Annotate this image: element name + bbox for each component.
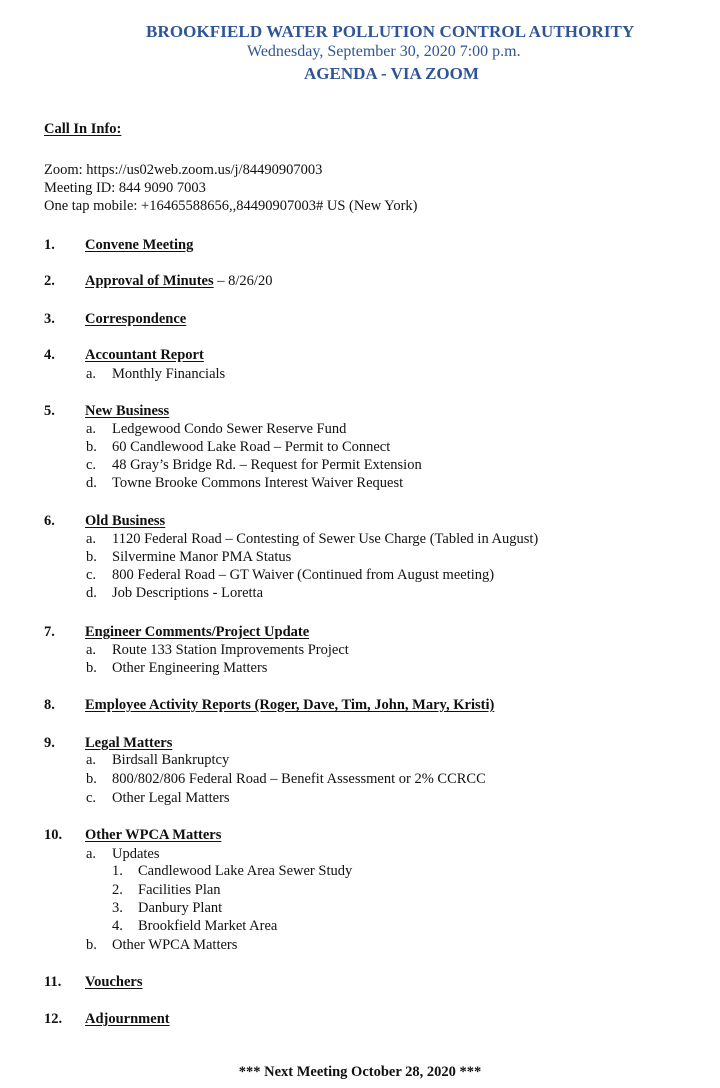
agenda-number: 4. [44, 347, 55, 363]
list-marker: b. [86, 439, 97, 455]
agenda-item-legal [85, 735, 172, 752]
agenda-item-adjournment [85, 1011, 170, 1028]
list-marker: b. [86, 549, 97, 565]
agenda-item-employee-reports [85, 697, 494, 714]
list-marker: 2. [112, 882, 123, 898]
list-item-text: Monthly Financials [112, 366, 226, 382]
agenda-subtitle: AGENDA - VIA ZOOM [304, 64, 479, 83]
agenda-item-old-business [85, 513, 165, 530]
agenda-number: 1. [44, 237, 55, 253]
agenda-number: 12. [44, 1011, 63, 1027]
list-item-text: Birdsall Bankruptcy [112, 752, 230, 768]
list-item-text: 800/802/806 Federal Road – Benefit Assessment or 2% CCRCC [112, 771, 486, 787]
agenda-number: 5. [44, 403, 55, 419]
agenda-number: 8. [44, 697, 55, 713]
list-marker: d. [86, 585, 97, 601]
agenda-title: Other WPCA Matters [85, 827, 222, 843]
list-item-text: Silvermine Manor PMA Status [112, 549, 292, 565]
agenda-title: Correspondence [85, 311, 187, 327]
agenda-number: 6. [44, 513, 55, 529]
list-item [86, 549, 291, 566]
list-item-text: 1120 Federal Road – Contesting of Sewer Use Charge (Tabled in August) [112, 531, 539, 547]
list-marker: b. [86, 660, 97, 676]
list-marker: b. [86, 937, 97, 953]
meeting-id: Meeting ID: 844 9090 7003 [44, 180, 206, 196]
list-item [86, 771, 486, 788]
agenda-item-wpca [85, 827, 221, 844]
agenda-number: 7. [44, 624, 55, 640]
list-item [112, 918, 277, 935]
agenda-item-engineer [85, 624, 309, 641]
list-marker: b. [86, 771, 97, 787]
agenda-item-convene [85, 237, 193, 254]
list-item-text: 800 Federal Road – GT Waiver (Continued from August meeting) [112, 567, 495, 583]
authority-title: BROOKFIELD WATER POLLUTION CONTROL AUTHORITY [146, 22, 635, 41]
agenda-suffix: – 8/26/20 [213, 273, 273, 289]
list-item [86, 421, 346, 438]
list-item-text: Other WPCA Matters [112, 937, 238, 953]
agenda-title: Legal Matters [85, 735, 173, 751]
list-item-text: Candlewood Lake Area Sewer Study [138, 863, 353, 879]
list-item [112, 882, 221, 899]
list-item [86, 531, 538, 548]
agenda-number: 3. [44, 311, 55, 327]
agenda-title: Convene Meeting [85, 237, 194, 253]
agenda-item-new-business [85, 403, 169, 420]
list-item [86, 475, 403, 492]
list-item [86, 790, 230, 807]
list-item-text: 60 Candlewood Lake Road – Permit to Connect [112, 439, 391, 455]
list-item [112, 900, 222, 917]
list-item-text: Danbury Plant [138, 900, 223, 916]
list-marker: d. [86, 475, 97, 491]
meeting-date: Wednesday, September 30, 2020 7:00 p.m. [247, 43, 521, 60]
list-marker: 1. [112, 863, 123, 879]
list-marker: a. [86, 366, 97, 382]
next-meeting-note: *** Next Meeting October 28, 2020 *** [238, 1064, 482, 1080]
list-item-text: Ledgewood Condo Sewer Reserve Fund [112, 421, 347, 437]
call-in-heading: Call In Info: [44, 121, 122, 137]
agenda-title: Vouchers [85, 974, 143, 990]
list-item [86, 937, 237, 954]
agenda-title: Adjournment [85, 1011, 170, 1027]
agenda-item-minutes [85, 273, 272, 290]
list-marker: a. [86, 642, 97, 658]
list-item [86, 642, 349, 659]
list-marker: a. [86, 752, 97, 768]
agenda-number: 10. [44, 827, 63, 843]
list-item [86, 585, 263, 602]
list-item [112, 863, 352, 880]
agenda-title: Approval of Minutes [85, 273, 214, 289]
agenda-item-correspondence [85, 311, 186, 328]
list-item [86, 366, 225, 383]
agenda-item-vouchers [85, 974, 142, 991]
list-marker: c. [86, 567, 97, 583]
list-item-text: Brookfield Market Area [138, 918, 278, 934]
agenda-title: Engineer Comments/Project Update [85, 624, 310, 640]
agenda-title: Employee Activity Reports (Roger, Dave, Tim, John, Mary, Kristi) [85, 697, 495, 713]
list-marker: 3. [112, 900, 123, 916]
list-marker: c. [86, 790, 97, 806]
agenda-item-accountant [85, 347, 204, 364]
list-item-text: Route 133 Station Improvements Project [112, 642, 349, 658]
list-item [86, 457, 422, 474]
list-item-text: Towne Brooke Commons Interest Waiver Request [112, 475, 404, 491]
list-marker: a. [86, 531, 97, 547]
list-item-text: 48 Gray’s Bridge Rd. – Request for Permit Extension [112, 457, 422, 473]
list-item-text: Other Engineering Matters [112, 660, 268, 676]
list-item-text: Other Legal Matters [112, 790, 230, 806]
agenda-number: 11. [44, 974, 62, 990]
list-item [86, 439, 390, 456]
list-item-text: Facilities Plan [138, 882, 221, 898]
list-marker: a. [86, 421, 97, 437]
one-tap-mobile: One tap mobile: +16465588656,,84490907003# US (New York) [44, 198, 418, 214]
zoom-link[interactable]: Zoom: https://us02web.zoom.us/j/84490907003 [44, 162, 323, 178]
list-item [86, 752, 229, 769]
list-item-text: Updates [112, 846, 160, 862]
agenda-number: 9. [44, 735, 55, 751]
list-marker: 4. [112, 918, 123, 934]
list-marker: c. [86, 457, 97, 473]
list-item [86, 846, 160, 863]
list-item-text: Job Descriptions - Loretta [112, 585, 264, 601]
agenda-number: 2. [44, 273, 55, 289]
agenda-title: Old Business [85, 513, 166, 529]
list-marker: a. [86, 846, 97, 862]
list-item [86, 660, 267, 677]
list-item [86, 567, 494, 584]
agenda-title: New Business [85, 403, 170, 419]
agenda-title: Accountant Report [85, 347, 204, 363]
